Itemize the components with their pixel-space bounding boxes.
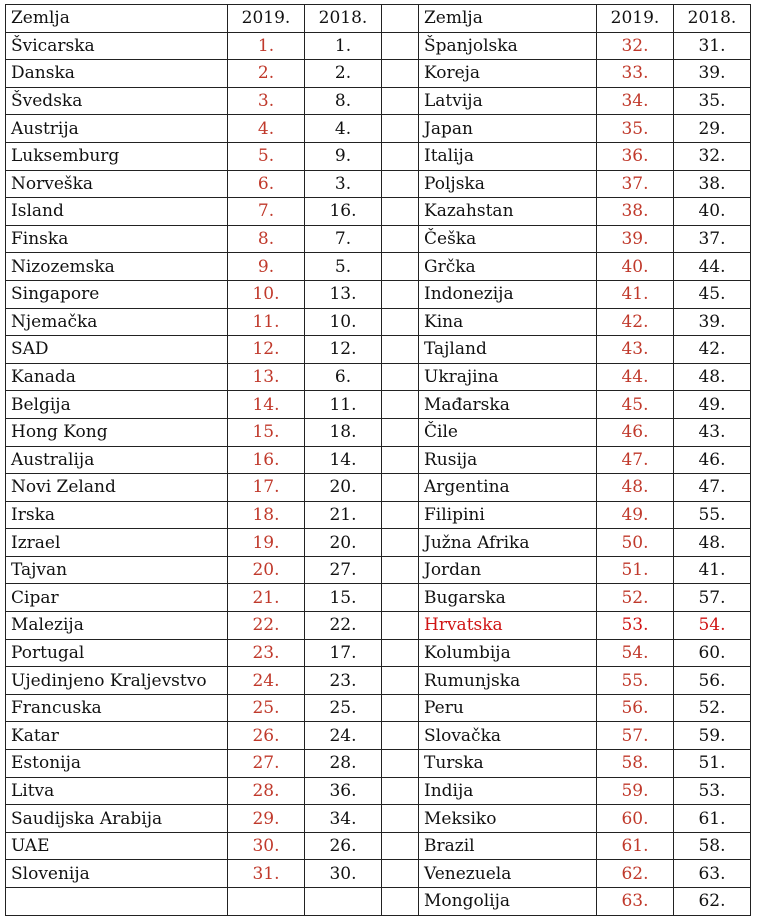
rank-2019-cell: 40. (597, 253, 674, 281)
rank-2018-cell: 15. (305, 584, 382, 612)
column-gap (382, 391, 419, 419)
rank-2019-cell: 5. (228, 142, 305, 170)
rank-2019-cell: 10. (228, 280, 305, 308)
rank-2018-cell: 54. (674, 612, 751, 640)
country-cell: Ukrajina (419, 363, 597, 391)
rank-2018-cell: 40. (674, 198, 751, 226)
country-cell: Danska (6, 60, 228, 88)
table-row (6, 60, 751, 88)
rank-2019-cell: 39. (597, 225, 674, 253)
rank-2018-cell: 1. (305, 32, 382, 60)
country-cell: Hrvatska (419, 612, 597, 640)
rank-2019-cell: 62. (597, 860, 674, 888)
rank-2019-cell: 61. (597, 832, 674, 860)
table-row (6, 336, 751, 364)
column-gap (382, 115, 419, 143)
rank-2019-cell: 15. (228, 418, 305, 446)
rank-2019-cell: 12. (228, 336, 305, 364)
rank-2019-cell: 41. (597, 280, 674, 308)
rank-2018-cell: 3. (305, 170, 382, 198)
rank-2019-cell: 21. (228, 584, 305, 612)
country-cell: Venezuela (419, 860, 597, 888)
rank-2018-cell: 45. (674, 280, 751, 308)
rank-2019-cell: 31. (228, 860, 305, 888)
rank-2019-cell: 54. (597, 639, 674, 667)
table-body (6, 32, 751, 915)
column-gap (382, 225, 419, 253)
rank-2019-cell: 50. (597, 529, 674, 557)
column-gap (382, 308, 419, 336)
table-row (6, 777, 751, 805)
country-cell: Italija (419, 142, 597, 170)
rank-2019-cell: 3. (228, 87, 305, 115)
country-cell: Čile (419, 418, 597, 446)
column-gap (382, 198, 419, 226)
column-gap (382, 556, 419, 584)
rank-2018-cell: 20. (305, 474, 382, 502)
column-gap (382, 336, 419, 364)
country-cell: Tajland (419, 336, 597, 364)
table-row (6, 253, 751, 281)
rank-2019-cell: 6. (228, 170, 305, 198)
rank-2019-cell: 51. (597, 556, 674, 584)
country-cell: Island (6, 198, 228, 226)
country-cell: Francuska (6, 694, 228, 722)
country-cell: Indija (419, 777, 597, 805)
column-gap (382, 694, 419, 722)
country-cell: Rumunjska (419, 667, 597, 695)
rank-2018-cell: 32. (674, 142, 751, 170)
rank-2018-cell: 6. (305, 363, 382, 391)
rank-2019-cell: 43. (597, 336, 674, 364)
rank-2018-cell: 4. (305, 115, 382, 143)
country-cell: Kina (419, 308, 597, 336)
rank-2019-cell: 55. (597, 667, 674, 695)
column-gap (382, 750, 419, 778)
country-cell: Mongolija (419, 888, 597, 916)
country-cell: Slovenija (6, 860, 228, 888)
column-gap (382, 418, 419, 446)
column-gap (382, 805, 419, 833)
rank-2019-cell (228, 888, 305, 916)
table-row (6, 474, 751, 502)
rank-2018-cell: 35. (674, 87, 751, 115)
country-cell: Indonezija (419, 280, 597, 308)
rank-2019-cell: 29. (228, 805, 305, 833)
rank-2018-cell: 31. (674, 32, 751, 60)
rank-2018-cell: 30. (305, 860, 382, 888)
column-gap (382, 142, 419, 170)
rank-2019-cell: 25. (228, 694, 305, 722)
table-row (6, 280, 751, 308)
column-gap (382, 253, 419, 281)
rank-2018-cell: 44. (674, 253, 751, 281)
rank-2019-cell: 58. (597, 750, 674, 778)
rank-2018-cell: 62. (674, 888, 751, 916)
country-cell: Singapore (6, 280, 228, 308)
rank-2018-cell: 38. (674, 170, 751, 198)
table-row (6, 612, 751, 640)
country-cell: Austrija (6, 115, 228, 143)
rank-2019-cell: 4. (228, 115, 305, 143)
country-cell: Hong Kong (6, 418, 228, 446)
rank-2018-cell: 34. (305, 805, 382, 833)
country-cell: UAE (6, 832, 228, 860)
table-row (6, 556, 751, 584)
rank-2018-cell: 18. (305, 418, 382, 446)
rank-2018-cell: 13. (305, 280, 382, 308)
column-gap (382, 832, 419, 860)
rank-2018-cell: 10. (305, 308, 382, 336)
rank-2019-cell: 32. (597, 32, 674, 60)
header-country-left: Zemlja (6, 5, 228, 33)
column-gap (382, 170, 419, 198)
rank-2019-cell: 35. (597, 115, 674, 143)
rank-2019-cell: 8. (228, 225, 305, 253)
rank-2019-cell: 60. (597, 805, 674, 833)
rank-2018-cell: 27. (305, 556, 382, 584)
rank-2018-cell: 56. (674, 667, 751, 695)
rank-2019-cell: 36. (597, 142, 674, 170)
rank-2019-cell: 19. (228, 529, 305, 557)
country-cell: Novi Zeland (6, 474, 228, 502)
rank-2019-cell: 59. (597, 777, 674, 805)
column-gap (382, 501, 419, 529)
rank-2019-cell: 7. (228, 198, 305, 226)
rank-2018-cell: 59. (674, 722, 751, 750)
rank-2018-cell: 25. (305, 694, 382, 722)
table-row (6, 860, 751, 888)
rank-2018-cell (305, 888, 382, 916)
country-cell: Češka (419, 225, 597, 253)
column-gap (382, 474, 419, 502)
rank-2018-cell: 55. (674, 501, 751, 529)
country-cell: Poljska (419, 170, 597, 198)
country-cell: Slovačka (419, 722, 597, 750)
rank-2018-cell: 47. (674, 474, 751, 502)
table-row (6, 32, 751, 60)
rank-2019-cell: 49. (597, 501, 674, 529)
rank-2018-cell: 48. (674, 529, 751, 557)
rank-2018-cell: 14. (305, 446, 382, 474)
rank-2018-cell: 46. (674, 446, 751, 474)
rank-2018-cell: 16. (305, 198, 382, 226)
rank-2019-cell: 17. (228, 474, 305, 502)
table-row (6, 142, 751, 170)
rank-2018-cell: 21. (305, 501, 382, 529)
table-row (6, 832, 751, 860)
rank-2018-cell: 22. (305, 612, 382, 640)
country-cell: Australija (6, 446, 228, 474)
country-cell: Nizozemska (6, 253, 228, 281)
country-cell: Belgija (6, 391, 228, 419)
country-cell: Portugal (6, 639, 228, 667)
column-gap (382, 87, 419, 115)
table-row (6, 170, 751, 198)
rank-2019-cell: 13. (228, 363, 305, 391)
country-cell: Argentina (419, 474, 597, 502)
column-gap (382, 888, 419, 916)
rank-2019-cell: 23. (228, 639, 305, 667)
table-row (6, 722, 751, 750)
table-row (6, 667, 751, 695)
rank-2018-cell: 61. (674, 805, 751, 833)
country-cell: Saudijska Arabija (6, 805, 228, 833)
column-gap (382, 860, 419, 888)
table-row (6, 198, 751, 226)
rank-2019-cell: 16. (228, 446, 305, 474)
rank-2018-cell: 5. (305, 253, 382, 281)
table-row (6, 888, 751, 916)
country-cell: Jordan (419, 556, 597, 584)
country-cell: Izrael (6, 529, 228, 557)
country-cell: Latvija (419, 87, 597, 115)
country-cell: Malezija (6, 612, 228, 640)
country-cell: SAD (6, 336, 228, 364)
rank-2018-cell: 24. (305, 722, 382, 750)
rank-2018-cell: 36. (305, 777, 382, 805)
column-gap (382, 5, 419, 33)
rank-2019-cell: 37. (597, 170, 674, 198)
rank-2019-cell: 18. (228, 501, 305, 529)
rank-2019-cell: 9. (228, 253, 305, 281)
rank-2018-cell: 39. (674, 60, 751, 88)
country-cell: Bugarska (419, 584, 597, 612)
rank-2019-cell: 48. (597, 474, 674, 502)
country-cell: Mađarska (419, 391, 597, 419)
rank-2019-cell: 46. (597, 418, 674, 446)
table-row (6, 501, 751, 529)
country-cell (6, 888, 228, 916)
rank-2019-cell: 22. (228, 612, 305, 640)
rank-2018-cell: 12. (305, 336, 382, 364)
country-cell: Južna Afrika (419, 529, 597, 557)
rank-2018-cell: 28. (305, 750, 382, 778)
rank-2019-cell: 2. (228, 60, 305, 88)
table-row (6, 694, 751, 722)
rank-2018-cell: 41. (674, 556, 751, 584)
rank-2018-cell: 39. (674, 308, 751, 336)
country-cell: Estonija (6, 750, 228, 778)
rank-2019-cell: 28. (228, 777, 305, 805)
rank-2018-cell: 29. (674, 115, 751, 143)
rank-2019-cell: 52. (597, 584, 674, 612)
column-gap (382, 639, 419, 667)
rank-2019-cell: 38. (597, 198, 674, 226)
rank-2018-cell: 8. (305, 87, 382, 115)
table-row (6, 87, 751, 115)
table-row (6, 418, 751, 446)
column-gap (382, 60, 419, 88)
rank-2018-cell: 53. (674, 777, 751, 805)
table-row (6, 584, 751, 612)
rank-2019-cell: 47. (597, 446, 674, 474)
rank-2018-cell: 49. (674, 391, 751, 419)
rank-2018-cell: 52. (674, 694, 751, 722)
country-cell: Rusija (419, 446, 597, 474)
country-cell: Filipini (419, 501, 597, 529)
rank-2019-cell: 63. (597, 888, 674, 916)
header-2019-right: 2019. (597, 5, 674, 33)
rank-2018-cell: 9. (305, 142, 382, 170)
rank-2018-cell: 20. (305, 529, 382, 557)
rank-2018-cell: 17. (305, 639, 382, 667)
rank-2018-cell: 23. (305, 667, 382, 695)
country-cell: Turska (419, 750, 597, 778)
country-cell: Finska (6, 225, 228, 253)
country-cell: Peru (419, 694, 597, 722)
country-cell: Švicarska (6, 32, 228, 60)
rank-2018-cell: 26. (305, 832, 382, 860)
country-cell: Ujedinjeno Kraljevstvo (6, 667, 228, 695)
header-2018-right: 2018. (674, 5, 751, 33)
table-row (6, 363, 751, 391)
rank-2018-cell: 42. (674, 336, 751, 364)
column-gap (382, 446, 419, 474)
country-cell: Meksiko (419, 805, 597, 833)
rank-2019-cell: 1. (228, 32, 305, 60)
country-cell: Kazahstan (419, 198, 597, 226)
country-cell: Kanada (6, 363, 228, 391)
country-cell: Brazil (419, 832, 597, 860)
column-gap (382, 667, 419, 695)
rank-2019-cell: 44. (597, 363, 674, 391)
rank-2019-cell: 42. (597, 308, 674, 336)
rank-2019-cell: 14. (228, 391, 305, 419)
country-cell: Norveška (6, 170, 228, 198)
rank-2018-cell: 37. (674, 225, 751, 253)
header-2018-left: 2018. (305, 5, 382, 33)
rank-2018-cell: 57. (674, 584, 751, 612)
rank-2019-cell: 27. (228, 750, 305, 778)
rank-2019-cell: 11. (228, 308, 305, 336)
rank-2019-cell: 26. (228, 722, 305, 750)
rank-2019-cell: 20. (228, 556, 305, 584)
rank-2019-cell: 34. (597, 87, 674, 115)
column-gap (382, 777, 419, 805)
country-cell: Kolumbija (419, 639, 597, 667)
country-cell: Njemačka (6, 308, 228, 336)
column-gap (382, 584, 419, 612)
rank-2018-cell: 51. (674, 750, 751, 778)
table-row (6, 115, 751, 143)
rank-2018-cell: 63. (674, 860, 751, 888)
table-row (6, 639, 751, 667)
header-2019-left: 2019. (228, 5, 305, 33)
country-cell: Irska (6, 501, 228, 529)
country-cell: Luksemburg (6, 142, 228, 170)
column-gap (382, 280, 419, 308)
country-cell: Tajvan (6, 556, 228, 584)
table-header-row (6, 5, 751, 33)
column-gap (382, 529, 419, 557)
rank-2019-cell: 57. (597, 722, 674, 750)
country-cell: Grčka (419, 253, 597, 281)
table-row (6, 805, 751, 833)
column-gap (382, 363, 419, 391)
table-row (6, 529, 751, 557)
rank-2019-cell: 30. (228, 832, 305, 860)
country-cell: Katar (6, 722, 228, 750)
rank-2019-cell: 53. (597, 612, 674, 640)
rank-2019-cell: 45. (597, 391, 674, 419)
rank-2018-cell: 7. (305, 225, 382, 253)
country-cell: Koreja (419, 60, 597, 88)
table-row (6, 391, 751, 419)
column-gap (382, 612, 419, 640)
rank-2018-cell: 48. (674, 363, 751, 391)
country-cell: Španjolska (419, 32, 597, 60)
country-cell: Litva (6, 777, 228, 805)
column-gap (382, 32, 419, 60)
rank-2019-cell: 56. (597, 694, 674, 722)
rank-2019-cell: 33. (597, 60, 674, 88)
header-country-right: Zemlja (419, 5, 597, 33)
table-row (6, 308, 751, 336)
rank-2018-cell: 60. (674, 639, 751, 667)
rank-2018-cell: 11. (305, 391, 382, 419)
rank-2018-cell: 43. (674, 418, 751, 446)
rank-2018-cell: 2. (305, 60, 382, 88)
rank-2019-cell: 24. (228, 667, 305, 695)
table-row (6, 750, 751, 778)
country-cell: Japan (419, 115, 597, 143)
rank-2018-cell: 58. (674, 832, 751, 860)
column-gap (382, 722, 419, 750)
table-row (6, 446, 751, 474)
country-cell: Švedska (6, 87, 228, 115)
ranking-table (5, 4, 751, 916)
table-row (6, 225, 751, 253)
country-cell: Cipar (6, 584, 228, 612)
